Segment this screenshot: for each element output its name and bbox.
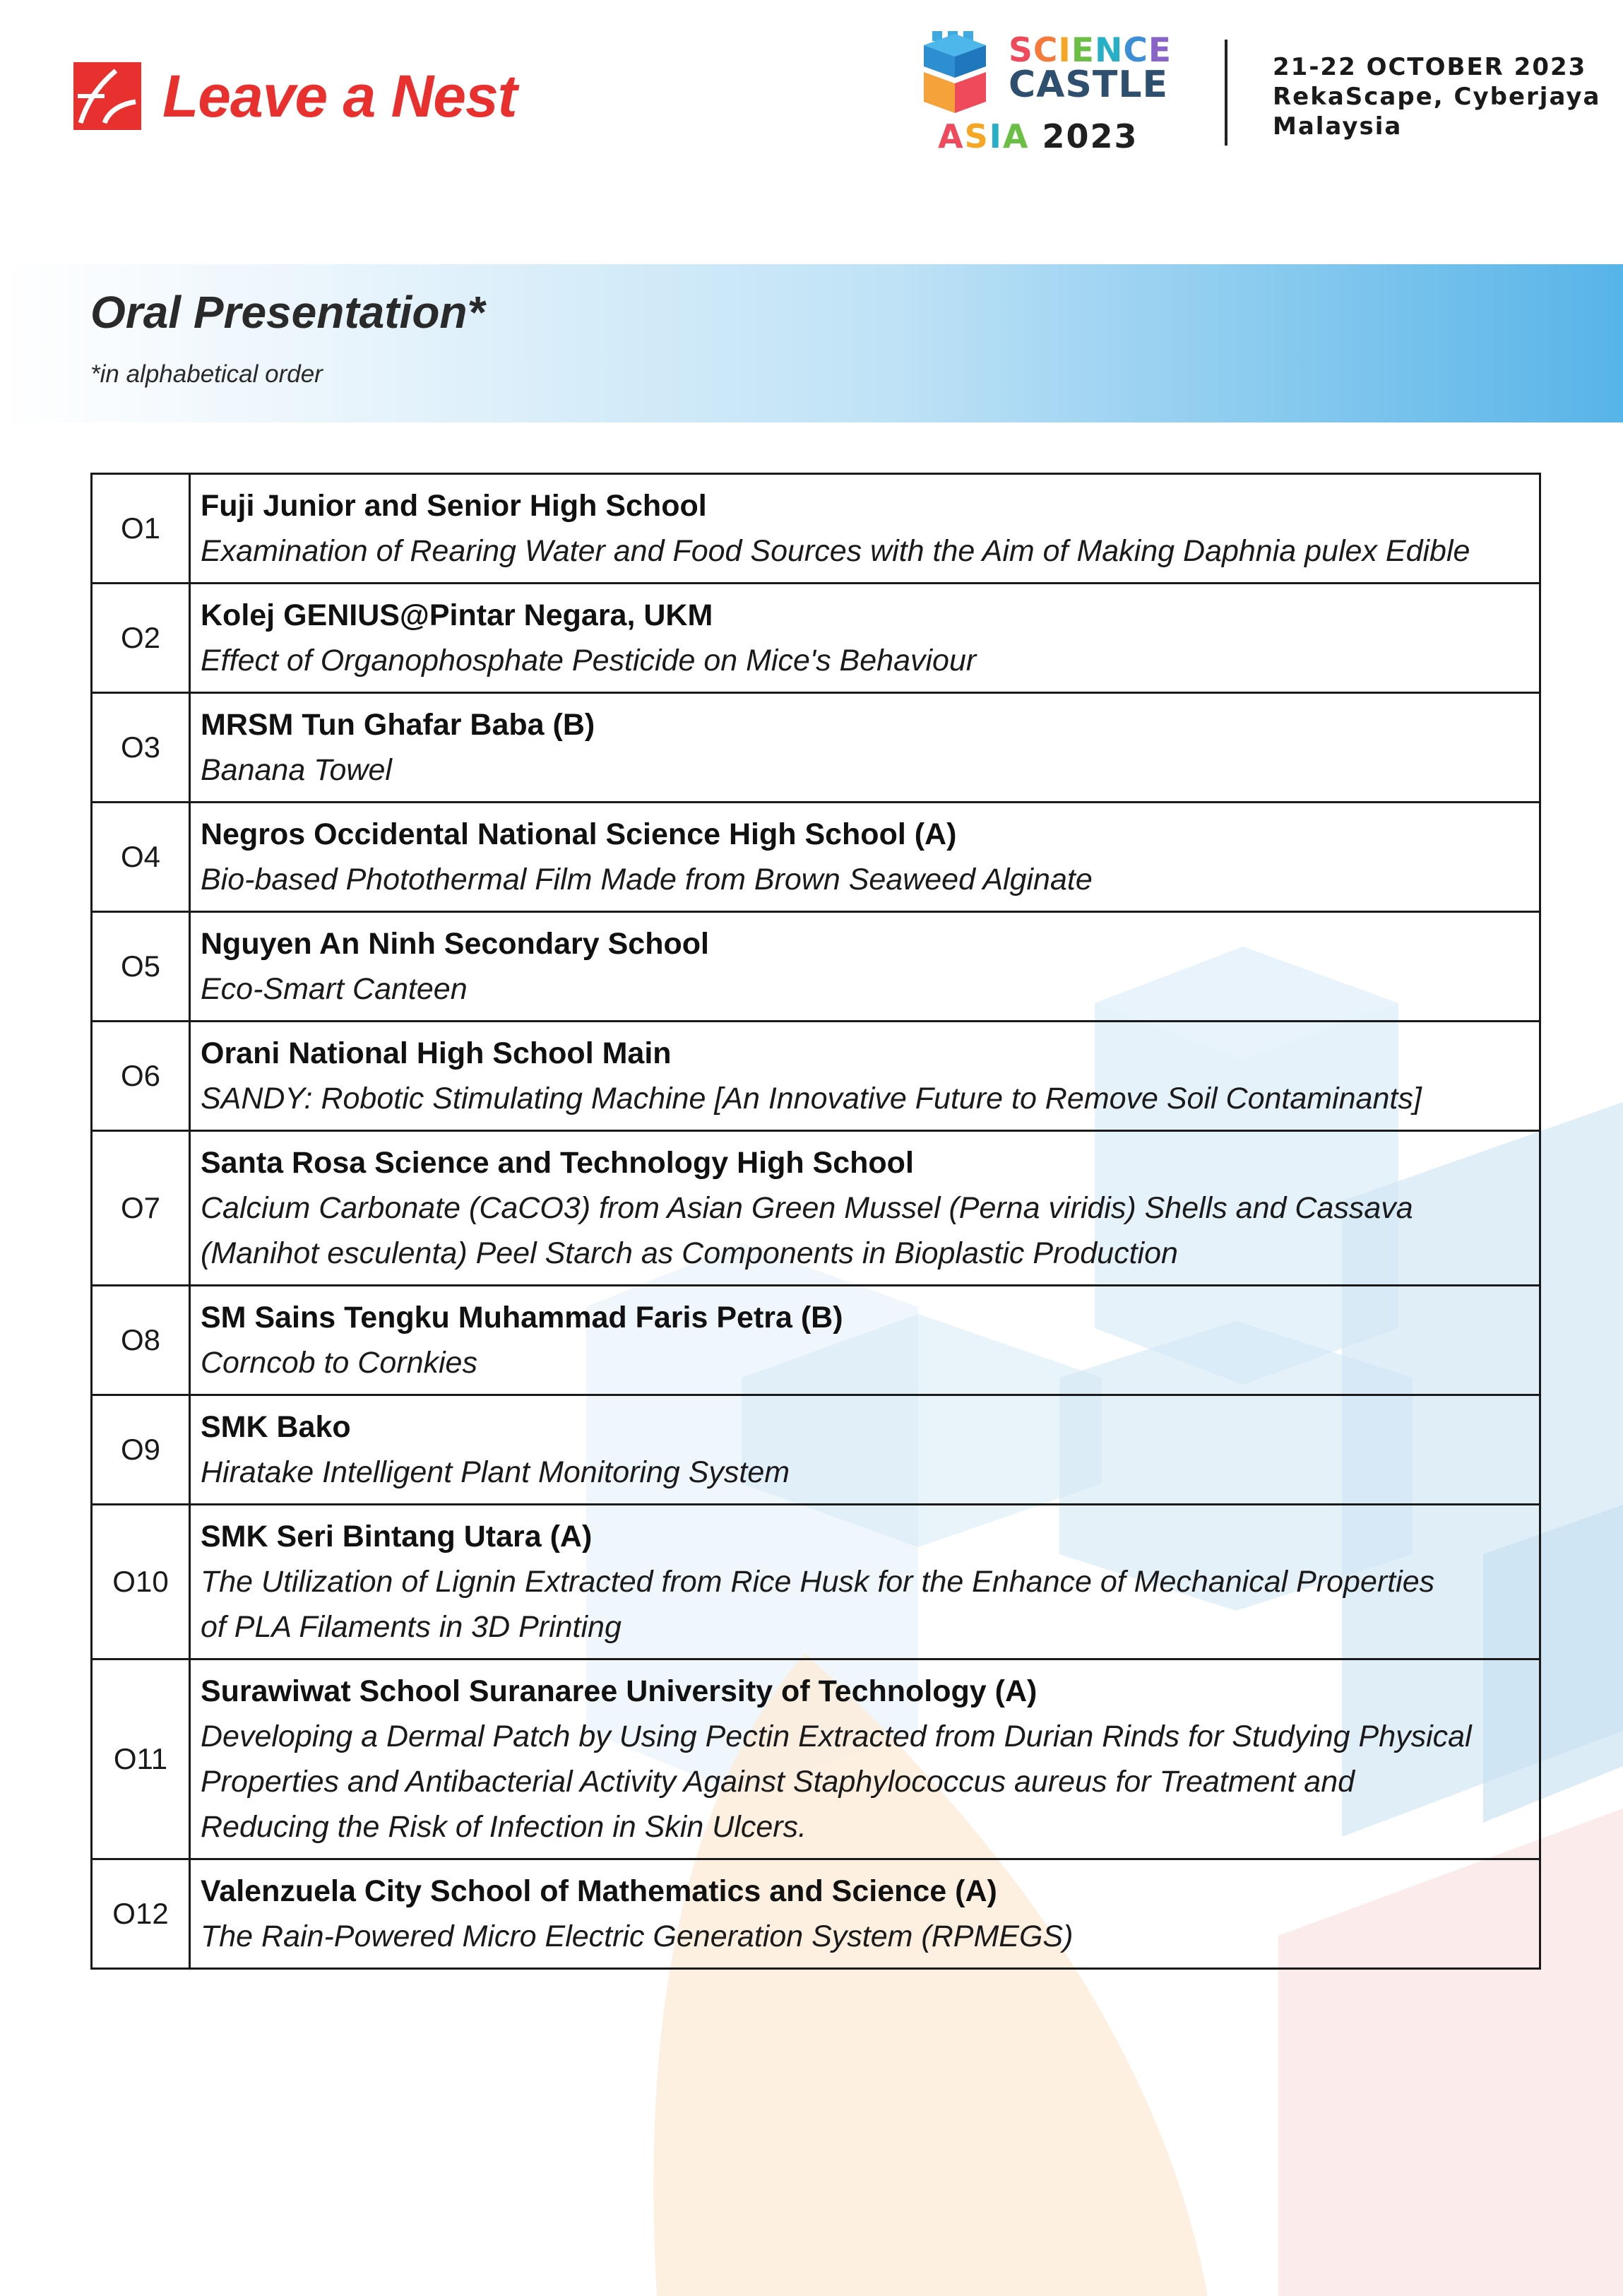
header-divider [1225,40,1227,146]
school-name: Nguyen An Ninh Secondary School [201,927,709,961]
presentation-code: O4 [92,803,190,912]
presentation-details [190,1022,1540,1131]
science-wordmark [1009,31,1172,70]
event-info [1273,52,1600,141]
project-title-line: Corncob to Cornkies [201,1346,477,1380]
presentation-row [92,803,1540,912]
presentation-row [92,584,1540,693]
science-letter: S [1009,31,1033,70]
school-name: Fuji Junior and Senior High School [201,489,707,523]
section-subtitle: *in alphabetical order [90,360,323,388]
presentation-details [190,1131,1540,1286]
science-letter: N [1094,31,1124,70]
presentation-table [90,473,1541,1970]
presentation-code: O5 [92,912,190,1022]
project-title-line: Developing a Dermal Patch by Using Pectin Extracted from Durian Rinds for Studying Physical [201,1720,1472,1753]
presentation-row [92,1859,1540,1969]
event-country: Malaysia [1273,112,1403,141]
presentation-code: O12 [92,1859,190,1969]
school-name: SM Sains Tengku Muhammad Faris Petra (B) [201,1301,843,1335]
event-venue: RekaScape, Cyberjaya [1273,83,1601,111]
presentation-code: O10 [92,1505,190,1659]
project-title-line: Reducing the Risk of Infection in Skin Ulcers. [201,1810,807,1844]
presentation-row [92,912,1540,1022]
presentation-code: O11 [92,1659,190,1859]
leave-a-nest-logo [73,62,517,130]
presentation-row [92,1395,1540,1505]
asia-letter: S [964,117,989,155]
castle-wordmark: CASTLE [1009,64,1168,106]
presentation-row [92,1022,1540,1131]
project-title-line: Banana Towel [201,753,392,787]
asia-year-wordmark [938,117,1139,155]
project-title-line: (Manihot esculenta) Peel Starch as Components in Bioplastic Production [201,1236,1178,1270]
project-title-line: of PLA Filaments in 3D Printing [201,1610,622,1644]
school-name: SMK Bako [201,1410,351,1444]
project-title-line: Examination of Rearing Water and Food Sources with the Aim of Making Daphnia pulex Edible [201,534,1470,568]
presentation-details [190,912,1540,1022]
presentation-details [190,474,1540,584]
presentation-details [190,1859,1540,1969]
project-title-line: Effect of Organophosphate Pesticide on Mice's Behaviour [201,644,977,677]
leave-a-nest-wordmark: Leave a Nest [162,63,517,129]
project-title-line: Bio-based Photothermal Film Made from Brown Seaweed Alginate [201,863,1093,896]
presentation-details [190,693,1540,803]
school-name: Kolej GENIUS@Pintar Negara, UKM [201,598,713,632]
project-title-line: The Utilization of Lignin Extracted from Rice Husk for the Enhance of Mechanical Properties [201,1565,1435,1599]
presentation-code: O2 [92,584,190,693]
project-title-line: Hiratake Intelligent Plant Monitoring System [201,1455,790,1489]
presentation-code: O6 [92,1022,190,1131]
school-name: SMK Seri Bintang Utara (A) [201,1520,593,1554]
project-title-line: Calcium Carbonate (CaCO3) from Asian Green Mussel (Perna viridis) Shells and Cassava [201,1191,1413,1225]
presentation-details [190,1286,1540,1395]
asia-wordmark [938,117,1029,155]
event-date: 21-22 OCTOBER 2023 [1273,53,1587,81]
science-letter: I [1058,31,1071,70]
presentation-row [92,1659,1540,1859]
leave-a-nest-mark-icon [73,62,141,130]
presentation-details [190,584,1540,693]
presentation-row [92,1131,1540,1286]
project-title-line: The Rain-Powered Micro Electric Generation System (RPMEGS) [201,1919,1074,1953]
science-letter: E [1071,31,1095,70]
section-title: Oral Presentation* [90,287,485,338]
presentation-row [92,693,1540,803]
castle-cube-icon [917,28,1009,120]
presentation-table-container [90,473,1541,1970]
asia-letter: A [938,117,965,155]
event-year: 2023 [1042,117,1139,155]
presentation-details [190,1505,1540,1659]
presentation-table-body [92,474,1540,1969]
presentation-code: O8 [92,1286,190,1395]
presentation-row [92,474,1540,584]
presentation-code: O1 [92,474,190,584]
science-castle-asia-logo [917,25,1185,160]
school-name: Surawiwat School Suranaree University of Technology (A) [201,1674,1038,1708]
project-title-line: Properties and Antibacterial Activity Against Staphylococcus aureus for Treatment and [201,1765,1355,1799]
asia-letter: I [989,117,1003,155]
presentation-row [92,1505,1540,1659]
project-title-line: SANDY: Robotic Stimulating Machine [An Innovative Future to Remove Soil Contaminants] [201,1082,1422,1116]
school-name: Orani National High School Main [201,1036,672,1070]
presentation-details [190,803,1540,912]
science-letter: C [1123,31,1148,70]
school-name: Negros Occidental National Science High School (A) [201,817,957,851]
school-name: Santa Rosa Science and Technology High School [201,1146,914,1180]
school-name: MRSM Tun Ghafar Baba (B) [201,708,595,742]
presentation-details [190,1395,1540,1505]
science-letter: E [1148,31,1172,70]
presentation-details [190,1659,1540,1859]
presentation-row [92,1286,1540,1395]
presentation-code: O3 [92,693,190,803]
science-letter: C [1033,31,1059,70]
asia-letter: A [1002,117,1030,155]
presentation-code: O9 [92,1395,190,1505]
school-name: Valenzuela City School of Mathematics and Science (A) [201,1874,997,1908]
presentation-code: O7 [92,1131,190,1286]
project-title-line: Eco-Smart Canteen [201,972,468,1006]
